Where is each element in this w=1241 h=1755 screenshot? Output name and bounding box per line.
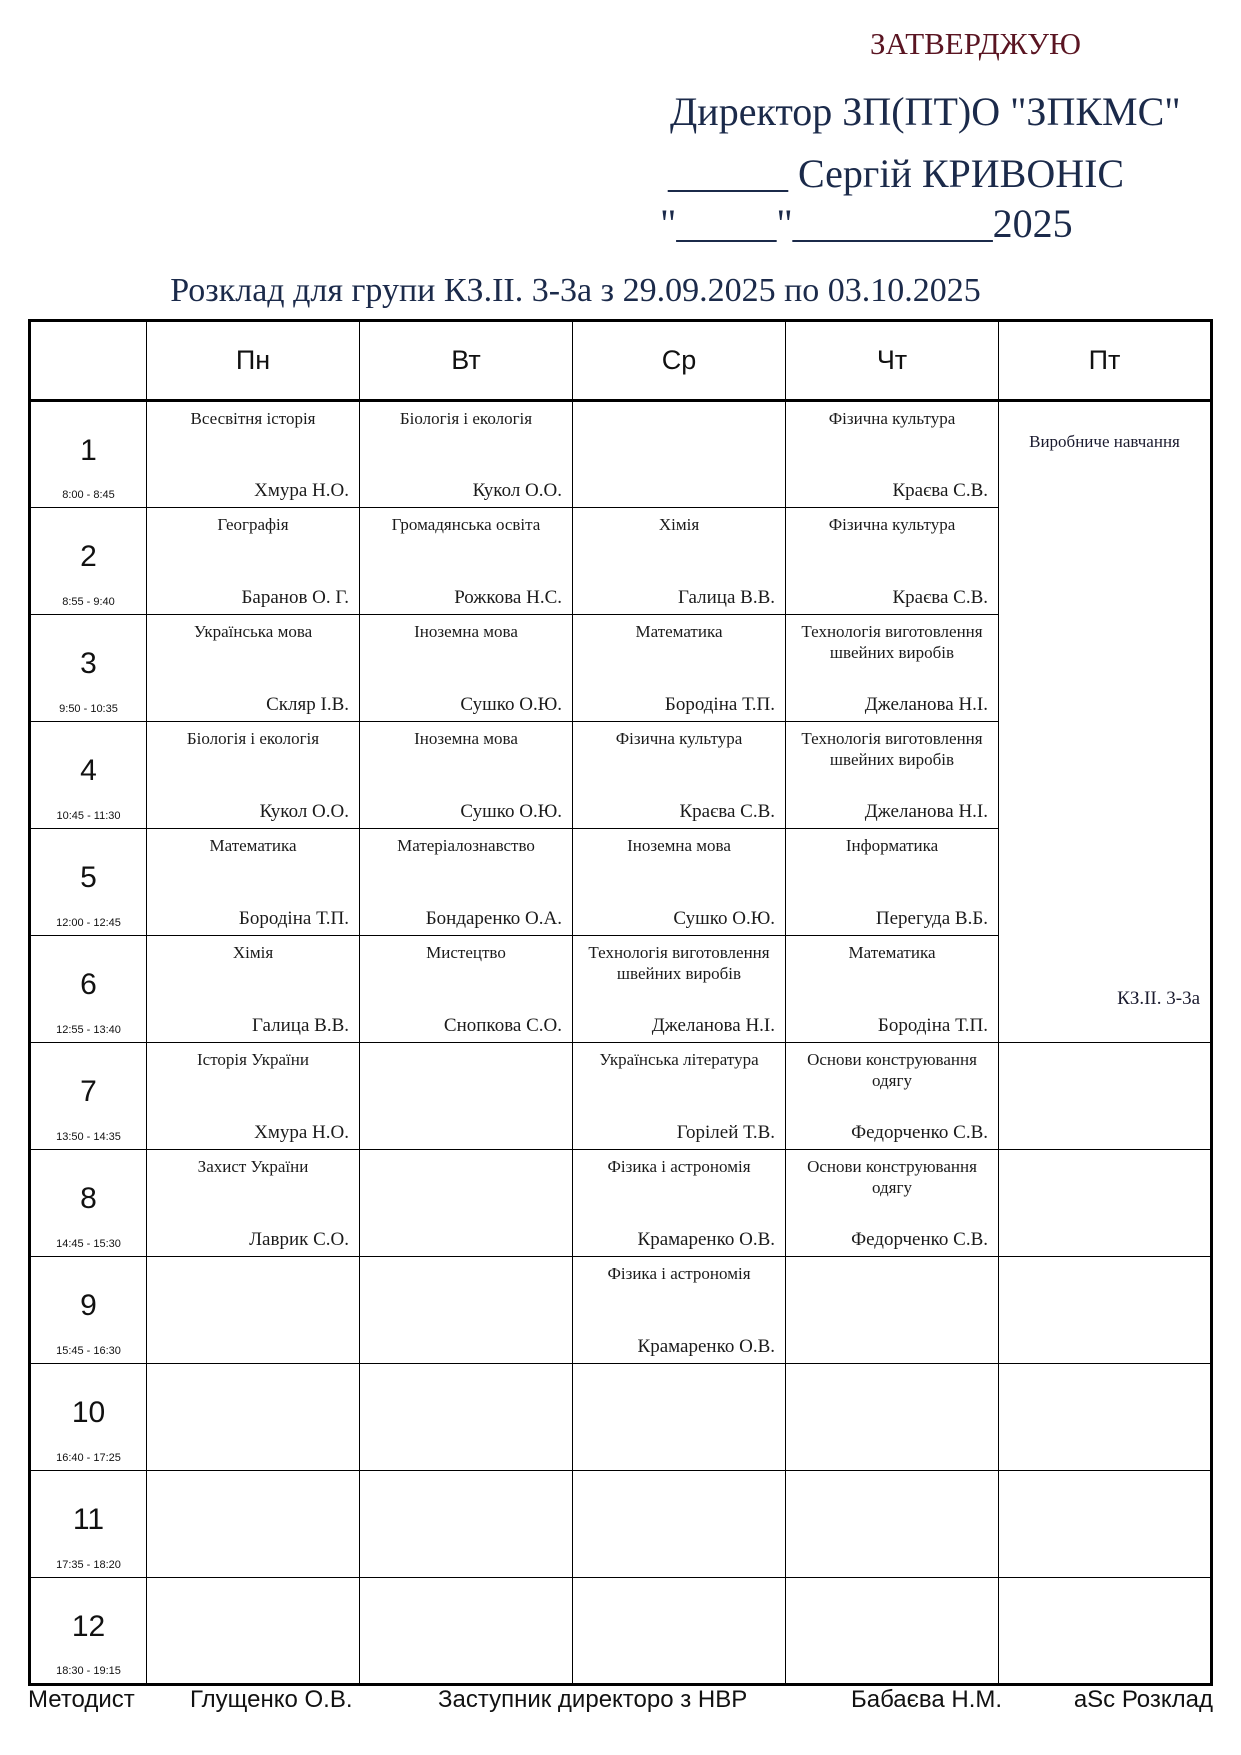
- lesson-subject: Всесвітня історія: [190, 409, 316, 428]
- lesson-cell: [999, 1043, 1212, 1150]
- lesson-cell: [786, 1043, 999, 1150]
- lesson-teacher: Крамаренко О.В.: [637, 1336, 775, 1357]
- lesson-subject: Українська література: [599, 1050, 759, 1069]
- lesson-subject: Фізика і астрономія: [607, 1264, 751, 1283]
- lesson-cell: [786, 1150, 999, 1257]
- lesson-cell: [360, 1043, 573, 1150]
- lesson-teacher: Федорченко С.В.: [851, 1229, 988, 1250]
- lesson-cell: [786, 1578, 999, 1685]
- director-title: Директор ЗП(ПТ)О "ЗПКМС": [670, 89, 1181, 134]
- lesson-cell: [573, 615, 786, 722]
- lesson-teacher: Скляр І.В.: [266, 694, 349, 715]
- lesson-subject: Інформатика: [845, 836, 939, 855]
- period-number: 11: [72, 1503, 105, 1536]
- period-time: 9:50 - 10:35: [59, 703, 118, 715]
- lesson-subject: Українська мова: [193, 622, 313, 641]
- period-number: 2: [80, 540, 97, 573]
- lesson-cell: [360, 936, 573, 1043]
- friday-practice-block: [999, 401, 1212, 1043]
- schedule-table: [28, 319, 1213, 1686]
- day-header: Вт: [360, 321, 573, 401]
- practice-group: КЗ.ІІ. 3-3а: [1117, 988, 1200, 1009]
- period-number: 12: [71, 1610, 106, 1643]
- period-cell: [30, 1257, 147, 1364]
- methodist-name: Глущенко О.В.: [190, 1686, 353, 1713]
- lesson-subject: Технологія виготовлення швейних виробів: [801, 729, 983, 769]
- lesson-cell: [147, 615, 360, 722]
- lesson-cell: [786, 401, 999, 508]
- lesson-cell: [360, 1150, 573, 1257]
- lesson-teacher: Сушко О.Ю.: [460, 801, 562, 822]
- period-row: [30, 1578, 1212, 1685]
- lesson-subject: Біологія і екологія: [186, 729, 320, 748]
- day-header: Пт: [999, 321, 1212, 401]
- lesson-teacher: Рожкова Н.С.: [454, 587, 562, 608]
- period-time: 14:45 - 15:30: [56, 1238, 121, 1250]
- lesson-cell: [786, 1257, 999, 1364]
- lesson-subject: Іноземна мова: [627, 836, 731, 855]
- lesson-subject: Математика: [848, 943, 936, 962]
- lesson-teacher: Бородіна Т.П.: [238, 908, 349, 929]
- lesson-teacher: Лаврик С.О.: [249, 1229, 349, 1250]
- lesson-teacher: Краєва С.В.: [892, 480, 988, 501]
- lesson-cell: [573, 1364, 786, 1471]
- period-number: 7: [80, 1075, 97, 1108]
- footer: [28, 1686, 1213, 1716]
- lesson-cell: [147, 1257, 360, 1364]
- lesson-subject: Фізична культура: [615, 729, 743, 748]
- lesson-cell: [573, 401, 786, 508]
- period-time: 15:45 - 16:30: [56, 1345, 121, 1357]
- lesson-subject: Хімія: [658, 515, 700, 534]
- lesson-teacher: Баранов О. Г.: [241, 587, 349, 608]
- period-cell: [30, 936, 147, 1043]
- period-time: 8:00 - 8:45: [62, 489, 115, 501]
- lesson-subject: Математика: [209, 836, 297, 855]
- lesson-subject: Матеріалознавство: [397, 836, 535, 855]
- period-row: [30, 401, 1212, 508]
- lesson-subject: Технологія виготовлення швейних виробів: [588, 943, 770, 983]
- lesson-cell: [147, 936, 360, 1043]
- period-number: 8: [80, 1182, 97, 1215]
- lesson-teacher: Краєва С.В.: [892, 587, 988, 608]
- period-row: [30, 1043, 1212, 1150]
- approval-stamp: ЗАТВЕРДЖУЮ: [870, 26, 1081, 61]
- lesson-subject: Фізична культура: [828, 409, 956, 428]
- lesson-teacher: Перегуда В.Б.: [875, 908, 988, 929]
- lesson-cell: [786, 722, 999, 829]
- lesson-cell: [147, 508, 360, 615]
- period-time: 10:45 - 11:30: [56, 810, 121, 822]
- lesson-subject: Мистецтво: [426, 943, 506, 962]
- lesson-subject: Хімія: [232, 943, 274, 962]
- lesson-teacher: Краєва С.В.: [679, 801, 775, 822]
- lesson-cell: [786, 615, 999, 722]
- lesson-cell: [147, 722, 360, 829]
- lesson-cell: [786, 508, 999, 615]
- lesson-cell: [360, 1364, 573, 1471]
- lesson-cell: [147, 1471, 360, 1578]
- lesson-teacher: Кукол О.О.: [472, 480, 562, 501]
- lesson-cell: [573, 1257, 786, 1364]
- lesson-subject: Фізична культура: [828, 515, 956, 534]
- lesson-cell: [573, 1150, 786, 1257]
- deputy-label: Заступник директоро з НВР: [438, 1686, 748, 1713]
- period-cell: [30, 722, 147, 829]
- lesson-subject: Захист України: [197, 1157, 309, 1176]
- deputy-name: Бабаєва Н.М.: [851, 1686, 1003, 1713]
- lesson-subject: Історія України: [197, 1050, 309, 1069]
- period-time: 12:55 - 13:40: [56, 1024, 121, 1036]
- lesson-cell: [360, 1471, 573, 1578]
- period-cell: [30, 1043, 147, 1150]
- lesson-teacher: Галица В.В.: [678, 587, 775, 608]
- lesson-teacher: Джеланова Н.І.: [864, 801, 988, 822]
- lesson-subject: Громадянська освіта: [391, 515, 541, 534]
- lesson-subject: Основи конструювання одягу: [807, 1050, 977, 1090]
- lesson-cell: [573, 722, 786, 829]
- period-row: [30, 1150, 1212, 1257]
- lesson-cell: [573, 829, 786, 936]
- period-time: 8:55 - 9:40: [62, 596, 115, 608]
- period-cell: [30, 1150, 147, 1257]
- lesson-cell: [360, 1578, 573, 1685]
- lesson-cell: [147, 401, 360, 508]
- lesson-subject: Технологія виготовлення швейних виробів: [801, 622, 983, 662]
- period-number: 4: [80, 754, 97, 787]
- period-number: 3: [80, 647, 97, 680]
- lesson-cell: [573, 1578, 786, 1685]
- period-number: 6: [80, 968, 97, 1001]
- period-cell: [30, 1471, 147, 1578]
- period-time: 18:30 - 19:15: [56, 1665, 121, 1677]
- lesson-cell: [786, 936, 999, 1043]
- lesson-teacher: Горілей Т.В.: [676, 1122, 775, 1143]
- lesson-teacher: Федорченко С.В.: [851, 1122, 988, 1143]
- lesson-subject: Іноземна мова: [414, 729, 518, 748]
- methodist-label: Методист: [28, 1686, 135, 1713]
- lesson-cell: [360, 1257, 573, 1364]
- page-title-text: Розклад для групи КЗ.ІІ. 3-3а з 29.09.2025 по 03.10.2025: [170, 272, 981, 309]
- lesson-cell: [360, 615, 573, 722]
- period-number: 9: [80, 1289, 97, 1322]
- lesson-subject: Іноземна мова: [414, 622, 518, 641]
- lesson-cell: [999, 1471, 1212, 1578]
- lesson-cell: [786, 1471, 999, 1578]
- lesson-subject: Основи конструювання одягу: [807, 1157, 977, 1197]
- lesson-teacher: Бородіна Т.П.: [877, 1015, 988, 1036]
- lesson-cell: [147, 1043, 360, 1150]
- period-cell: [30, 829, 147, 936]
- lesson-cell: [360, 508, 573, 615]
- period-row: [30, 1257, 1212, 1364]
- period-row: [30, 1471, 1212, 1578]
- lesson-subject: Біологія і екологія: [399, 409, 533, 428]
- period-time: 16:40 - 17:25: [56, 1452, 121, 1464]
- lesson-cell: [573, 508, 786, 615]
- software-label: aSc Розклад: [1073, 1686, 1213, 1713]
- lesson-cell: [360, 401, 573, 508]
- lesson-cell: [573, 936, 786, 1043]
- lesson-cell: [786, 1364, 999, 1471]
- date-line: "_____"__________2025: [660, 201, 1073, 246]
- lesson-cell: [786, 829, 999, 936]
- lesson-teacher: Сушко О.Ю.: [673, 908, 775, 929]
- lesson-teacher: Бородіна Т.П.: [664, 694, 775, 715]
- page-title: [0, 272, 1241, 310]
- lesson-cell: [360, 722, 573, 829]
- lesson-teacher: Бондаренко О.А.: [425, 908, 562, 929]
- day-header: Ср: [573, 321, 786, 401]
- lesson-cell: [999, 1257, 1212, 1364]
- lesson-teacher: Хмура Н.О.: [254, 1122, 349, 1143]
- period-number: 5: [80, 861, 97, 894]
- period-number: 10: [71, 1396, 106, 1429]
- period-cell: [30, 615, 147, 722]
- lesson-cell: [999, 1364, 1212, 1471]
- lesson-subject: Географія: [217, 515, 289, 534]
- period-number: 1: [80, 434, 97, 467]
- lesson-teacher: Джеланова Н.І.: [651, 1015, 775, 1036]
- day-header: Пн: [147, 321, 360, 401]
- lesson-teacher: Кукол О.О.: [259, 801, 349, 822]
- lesson-cell: [147, 1578, 360, 1685]
- period-time: 17:35 - 18:20: [56, 1559, 121, 1571]
- lesson-teacher: Крамаренко О.В.: [637, 1229, 775, 1250]
- period-cell: [30, 1578, 147, 1685]
- lesson-subject: Фізика і астрономія: [607, 1157, 751, 1176]
- practice-subject: Виробниче навчання: [1029, 432, 1180, 451]
- day-header: Чт: [786, 321, 999, 401]
- lesson-cell: [999, 1150, 1212, 1257]
- lesson-teacher: Снопкова С.О.: [443, 1015, 562, 1036]
- period-time: 12:00 - 12:45: [56, 917, 121, 929]
- lesson-cell: [147, 1364, 360, 1471]
- lesson-teacher: Галица В.В.: [252, 1015, 349, 1036]
- corner-cell: [30, 321, 147, 401]
- lesson-cell: [147, 829, 360, 936]
- lesson-cell: [999, 1578, 1212, 1685]
- lesson-teacher: Джеланова Н.І.: [864, 694, 988, 715]
- period-time: 13:50 - 14:35: [56, 1131, 121, 1143]
- lesson-cell: [573, 1471, 786, 1578]
- lesson-teacher: Хмура Н.О.: [254, 480, 349, 501]
- period-row: [30, 1364, 1212, 1471]
- lesson-cell: [573, 1043, 786, 1150]
- lesson-cell: [360, 829, 573, 936]
- lesson-teacher: Сушко О.Ю.: [460, 694, 562, 715]
- lesson-subject: Математика: [635, 622, 723, 641]
- lesson-cell: [147, 1150, 360, 1257]
- period-cell: [30, 401, 147, 508]
- days-header-row: [30, 321, 1212, 401]
- period-cell: [30, 508, 147, 615]
- period-cell: [30, 1364, 147, 1471]
- signature-line: ______ Сергій КРИВОНІС: [668, 151, 1125, 196]
